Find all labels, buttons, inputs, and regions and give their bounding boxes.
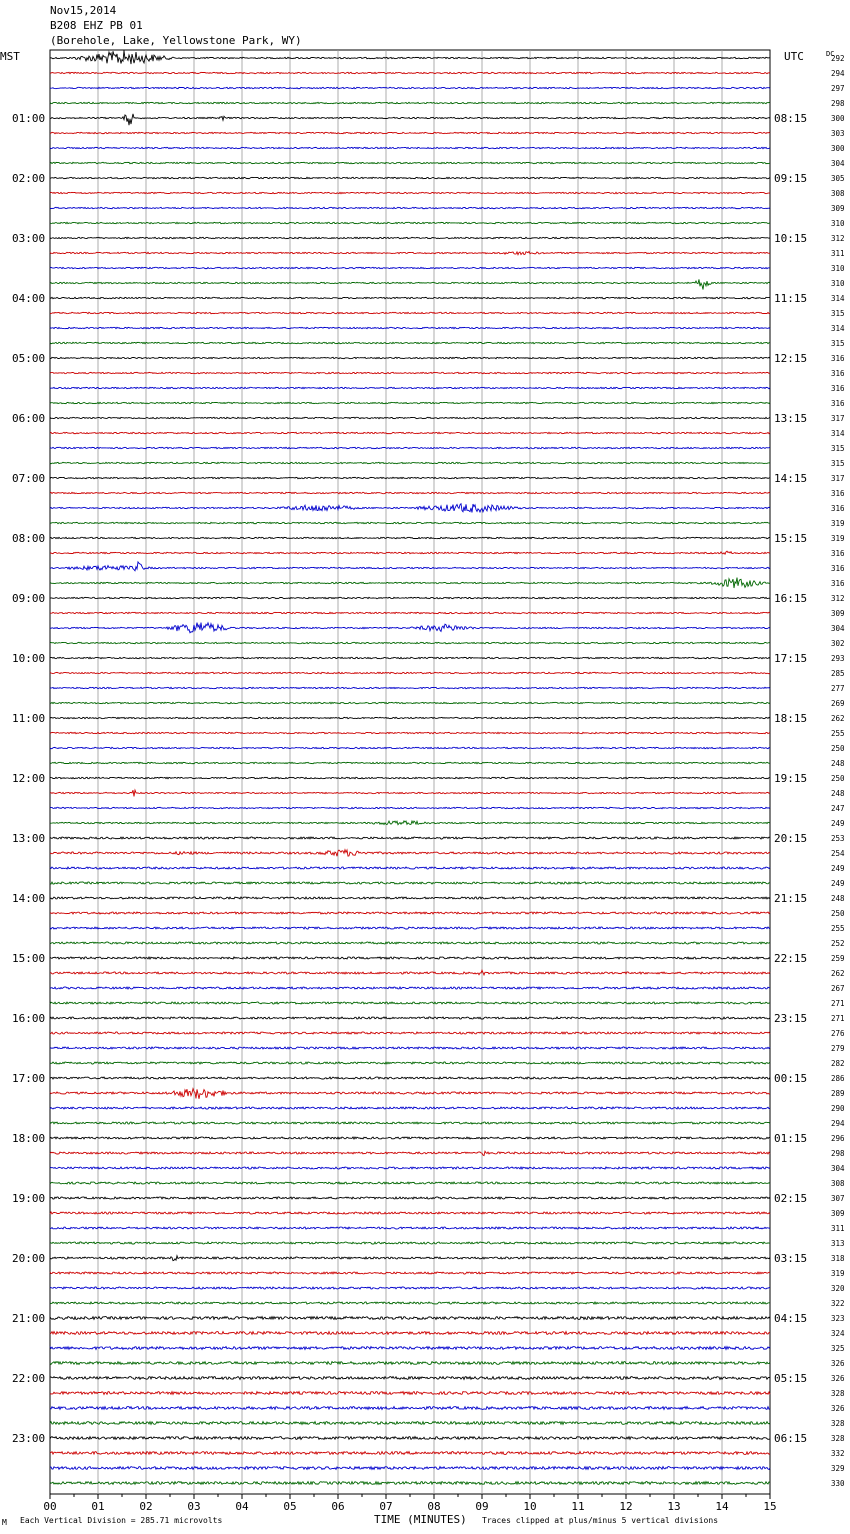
hour-label-right: 06:15 [774,1432,808,1445]
dc-offset-label: 309 [831,609,845,618]
seismic-trace [50,1107,770,1109]
dc-offset-label: 303 [831,129,845,138]
hour-label-left: 17:00 [12,1072,46,1085]
seismic-trace [50,87,770,88]
hour-label-right: 22:15 [774,952,808,965]
seismic-trace [50,777,770,778]
hour-label-left: 16:00 [12,1012,46,1025]
seismic-trace [50,790,770,796]
seismic-trace [50,1392,770,1395]
seismic-trace [50,1089,770,1099]
dc-offset-label: 262 [831,714,845,723]
seismic-trace [50,623,770,633]
seismic-trace [50,522,770,523]
dc-offset-label: 304 [831,1164,845,1173]
dc-offset-label: 248 [831,759,845,768]
dc-offset-label: 310 [831,264,845,273]
dc-offset-label: 319 [831,1269,845,1278]
seismic-trace [50,882,770,884]
dc-offset-label: 330 [831,1479,845,1488]
hour-label-left: 02:00 [12,172,46,185]
dc-offset-label: 328 [831,1419,845,1428]
dc-offset-label: 259 [831,954,845,963]
hour-label-right: 23:15 [774,1012,808,1025]
dc-offset-label: 332 [831,1449,845,1458]
dc-offset-label: 279 [831,1044,845,1053]
hour-label-right: 08:15 [774,112,808,125]
seismic-trace [50,1482,770,1485]
dc-offset-label: 312 [831,594,845,603]
plot-frame [50,50,770,1494]
x-tick-label: 08 [427,1500,441,1513]
hour-label-left: 15:00 [12,952,46,965]
seismic-trace [50,504,770,513]
dc-offset-label: 316 [831,399,845,408]
hour-label-right: 18:15 [774,712,808,725]
dc-offset-label: 262 [831,969,845,978]
seismic-trace [50,717,770,718]
dc-offset-label: 316 [831,489,845,498]
dc-offset-label: 316 [831,549,845,558]
hour-label-left: 14:00 [12,892,46,905]
seismic-trace [50,987,770,989]
dc-offset-label: 267 [831,984,845,993]
seismic-trace [50,1347,770,1350]
seismic-trace [50,1047,770,1049]
chart-station: B208 EHZ PB 01 [50,19,143,32]
dc-offset-label: 249 [831,819,845,828]
seismic-trace [50,462,770,463]
dc-offset-label: 248 [831,894,845,903]
dc-offset-label: 325 [831,1344,845,1353]
seismic-trace [50,970,770,975]
seismic-trace [50,207,770,208]
dc-offset-label: 249 [831,864,845,873]
seismic-trace [50,867,770,869]
dc-offset-label: 289 [831,1089,845,1098]
x-tick-label: 10 [523,1500,537,1513]
dc-offset-label: 329 [831,1464,845,1473]
seismic-trace [50,578,770,588]
hour-label-right: 09:15 [774,172,808,185]
chart-location: (Borehole, Lake, Yellowstone Park, WY) [50,34,302,47]
seismic-trace [50,114,770,125]
hour-label-left: 10:00 [12,652,46,665]
dc-offset-label: 315 [831,309,845,318]
dc-offset-label: 302 [831,639,845,648]
dc-offset-label: 285 [831,669,845,678]
dc-offset-label: 317 [831,414,845,423]
dc-offset-label: 316 [831,564,845,573]
seismic-trace [50,357,770,358]
x-tick-label: 09 [475,1500,489,1513]
hour-label-left: 03:00 [12,232,46,245]
hour-label-right: 12:15 [774,352,808,365]
dc-offset-label: 315 [831,444,845,453]
hour-label-right: 10:15 [774,232,808,245]
hour-label-left: 09:00 [12,592,46,605]
hour-label-left: 11:00 [12,712,46,725]
hour-label-left: 04:00 [12,292,46,305]
seismic-trace [50,297,770,298]
dc-offset-label: 318 [831,1254,845,1263]
dc-offset-label: 309 [831,204,845,213]
seismic-trace [50,279,770,289]
seismic-trace [50,850,770,857]
seismic-trace [50,1407,770,1410]
dc-offset-label: 312 [831,234,845,243]
seismic-trace [50,1332,770,1335]
seismic-trace [50,147,770,148]
seismic-trace [50,747,770,748]
dc-offset-label: 309 [831,1209,845,1218]
x-tick-label: 07 [379,1500,393,1513]
seismic-trace [50,732,770,733]
seismic-trace [50,1317,770,1320]
seismic-trace [50,1422,770,1425]
x-tick-label: 02 [139,1500,153,1513]
right-timezone-label: UTC [784,50,804,63]
seismic-trace [50,657,770,658]
seismic-trace [50,1452,770,1455]
seismic-trace [50,417,770,418]
seismic-trace [50,1032,770,1034]
seismic-trace [50,372,770,373]
hour-label-left: 12:00 [12,772,46,785]
dc-offset-label: 316 [831,384,845,393]
x-tick-label: 03 [187,1500,201,1513]
dc-offset-label: 317 [831,474,845,483]
dc-offset-label: 314 [831,294,845,303]
x-tick-label: 05 [283,1500,297,1513]
seismic-trace [50,957,770,959]
corner-mark: M [2,1518,7,1527]
seismic-trace [50,642,770,643]
seismic-trace [50,177,770,178]
hour-label-left: 20:00 [12,1252,46,1265]
dc-offset-label: 314 [831,429,845,438]
dc-offset-label: 308 [831,1179,845,1188]
seismic-trace [50,312,770,313]
seismic-trace [50,562,770,571]
dc-offset-label: 319 [831,519,845,528]
hour-label-left: 06:00 [12,412,46,425]
dc-offset-label: 290 [831,1104,845,1113]
seismic-trace [50,72,770,73]
dc-offset-label: 297 [831,84,845,93]
dc-offset-label: 326 [831,1359,845,1368]
dc-offset-label: 315 [831,339,845,348]
seismic-trace [50,612,770,613]
hour-label-right: 16:15 [774,592,808,605]
dc-offset-label: 310 [831,219,845,228]
seismic-trace [50,1362,770,1365]
hour-label-right: 03:15 [774,1252,808,1265]
dc-offset-label: 247 [831,804,845,813]
seismic-trace [50,807,770,808]
clip-note: Traces clipped at plus/minus 5 vertical divisions [482,1516,719,1525]
x-tick-label: 13 [667,1500,681,1513]
hour-label-left: 18:00 [12,1132,46,1145]
seismic-trace [50,237,770,238]
seismic-trace [50,912,770,914]
x-tick-label: 01 [91,1500,105,1513]
dc-offset-label: 316 [831,369,845,378]
seismic-trace [50,1137,770,1139]
hour-label-right: 21:15 [774,892,808,905]
dc-offset-label: 316 [831,504,845,513]
hour-label-left: 19:00 [12,1192,46,1205]
dc-offset-label: 300 [831,144,845,153]
dc-offset-label: 310 [831,279,845,288]
seismic-trace [50,267,770,268]
dc-offset-label: 311 [831,1224,845,1233]
dc-offset-label: 316 [831,354,845,363]
dc-offset-label: 271 [831,1014,845,1023]
seismic-trace [50,1122,770,1124]
x-tick-label: 14 [715,1500,729,1513]
seismic-trace [50,597,770,598]
x-axis-title: TIME (MINUTES) [374,1513,467,1526]
seismic-trace [50,762,770,763]
dc-offset-label: 328 [831,1389,845,1398]
hour-label-right: 02:15 [774,1192,808,1205]
seismic-trace [50,51,770,65]
seismic-trace [50,942,770,944]
hour-label-right: 19:15 [774,772,808,785]
dc-offset-label: 250 [831,774,845,783]
seismic-trace [50,447,770,448]
seismic-trace [50,1272,770,1274]
dc-offset-label: 319 [831,534,845,543]
seismic-trace [50,1062,770,1064]
dc-offset-label: 294 [831,1119,845,1128]
hour-label-left: 23:00 [12,1432,46,1445]
hour-label-right: 11:15 [774,292,808,305]
dc-offset-label: 314 [831,324,845,333]
hour-label-right: 14:15 [774,472,808,485]
x-tick-label: 04 [235,1500,249,1513]
seismic-trace [50,1197,770,1199]
dc-offset-label: 249 [831,879,845,888]
dc-offset-header: DC [826,50,835,58]
dc-offset-label: 250 [831,909,845,918]
hour-label-left: 01:00 [12,112,46,125]
x-tick-label: 15 [763,1500,777,1513]
hour-label-left: 05:00 [12,352,46,365]
dc-offset-label: 248 [831,789,845,798]
hour-label-left: 13:00 [12,832,46,845]
hour-label-right: 05:15 [774,1372,808,1385]
dc-offset-label: 300 [831,114,845,123]
dc-offset-label: 326 [831,1374,845,1383]
seismic-trace [50,1467,770,1470]
seismic-trace [50,327,770,328]
dc-offset-label: 282 [831,1059,845,1068]
dc-offset-label: 313 [831,1239,845,1248]
dc-offset-label: 315 [831,459,845,468]
dc-offset-label: 269 [831,699,845,708]
chart-date: Nov15,2014 [50,4,117,17]
hour-label-right: 13:15 [774,412,808,425]
dc-offset-label: 320 [831,1284,845,1293]
seismic-trace [50,1167,770,1169]
dc-offset-label: 328 [831,1434,845,1443]
dc-offset-label: 304 [831,624,845,633]
seismic-trace [50,1002,770,1004]
seismic-trace [50,672,770,673]
hour-label-right: 15:15 [774,532,808,545]
dc-offset-label: 255 [831,729,845,738]
seismic-trace [50,387,770,388]
seismic-trace [50,687,770,688]
dc-offset-label: 308 [831,189,845,198]
dc-offset-label: 296 [831,1134,845,1143]
seismic-trace [50,821,770,825]
seismic-trace [50,537,770,538]
dc-offset-label: 311 [831,249,845,258]
seismic-trace [50,477,770,478]
seismic-trace [50,432,770,433]
dc-offset-label: 252 [831,939,845,948]
seismic-trace [50,1437,770,1440]
dc-offset-label: 286 [831,1074,845,1083]
dc-offset-label: 276 [831,1029,845,1038]
seismic-trace [50,1212,770,1214]
dc-offset-label: 298 [831,99,845,108]
dc-offset-label: 307 [831,1194,845,1203]
seismic-trace [50,1182,770,1184]
x-tick-label: 12 [619,1500,633,1513]
seismic-trace [50,102,770,103]
hour-label-right: 04:15 [774,1312,808,1325]
x-tick-label: 06 [331,1500,345,1513]
dc-offset-label: 326 [831,1404,845,1413]
seismic-trace [50,897,770,899]
dc-offset-label: 323 [831,1314,845,1323]
dc-offset-label: 293 [831,654,845,663]
seismic-trace [50,1151,770,1155]
seismic-trace [50,132,770,133]
x-tick-label: 11 [571,1500,585,1513]
hour-label-left: 08:00 [12,532,46,545]
hour-label-left: 07:00 [12,472,46,485]
seismic-trace [50,1077,770,1079]
dc-offset-label: 254 [831,849,845,858]
dc-offset-label: 324 [831,1329,845,1338]
dc-offset-label: 250 [831,744,845,753]
dc-offset-label: 294 [831,69,845,78]
seismic-trace [50,1287,770,1289]
seismic-trace [50,1017,770,1019]
dc-offset-label: 304 [831,159,845,168]
seismic-trace [50,222,770,223]
dc-offset-label: 271 [831,999,845,1008]
seismic-trace [50,837,770,839]
dc-offset-label: 316 [831,579,845,588]
seismic-trace [50,551,770,554]
seismic-trace [50,402,770,403]
x-tick-label: 00 [43,1500,57,1513]
seismic-trace [50,192,770,193]
dc-offset-label: 277 [831,684,845,693]
dc-offset-label: 322 [831,1299,845,1308]
seismic-trace [50,702,770,703]
dc-offset-label: 253 [831,834,845,843]
seismic-trace [50,342,770,343]
seismic-trace [50,1377,770,1380]
seismic-trace [50,492,770,493]
hour-label-right: 20:15 [774,832,808,845]
dc-offset-label: 255 [831,924,845,933]
left-timezone-label: MST [0,50,20,63]
seismic-trace [50,162,770,163]
hour-label-left: 21:00 [12,1312,46,1325]
hour-label-left: 22:00 [12,1372,46,1385]
seismic-trace [50,1302,770,1304]
seismic-trace [50,1227,770,1229]
seismic-trace [50,1256,770,1261]
dc-offset-label: 292 [831,54,845,63]
scale-note: Each Vertical Division = 285.71 microvolts [20,1516,223,1525]
dc-offset-label: 298 [831,1149,845,1158]
seismic-trace [50,1242,770,1244]
seismic-trace [50,252,770,255]
hour-label-right: 17:15 [774,652,808,665]
hour-label-right: 00:15 [774,1072,808,1085]
hour-label-right: 01:15 [774,1132,808,1145]
seismic-trace [50,927,770,929]
dc-offset-label: 305 [831,174,845,183]
